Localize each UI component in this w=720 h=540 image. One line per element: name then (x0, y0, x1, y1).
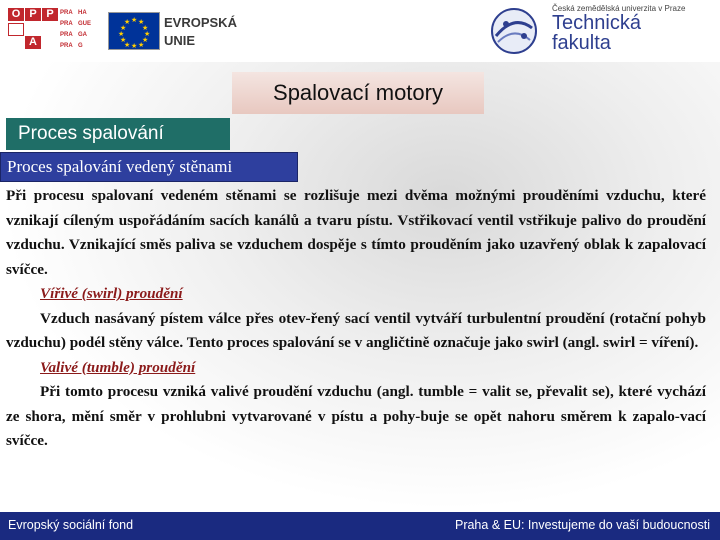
opp-letter: P (42, 8, 58, 21)
page-title: Spalovací motory (232, 72, 484, 114)
intro-paragraph: Při procesu spalovaní vedeném stěnami se rozlišuje mezi dvěma možnými prouděními vzduchu, které vznikají cíleným uspořádáním sacích kanálů a tvaru pístu. Vstřikovací ventil vstřikuje palivo do proudění vzduchu. Vznikající směs paliva se vzduchem dospěje s tímto prouděním jako uzavřený oblak k zapalovací svíčce. (6, 187, 706, 278)
swirl-paragraph: Vzduch nasávaný pístem válce přes otev-řený sací ventil vytváří turbulentní proudění (rotační pohyb vzduchu) podél stěny válce. Tento proces spalování se v angličtině označuje jako swirl (angl. swirl = víření). (6, 309, 706, 351)
praha-word: PRA (60, 21, 73, 27)
opp-spacer (8, 23, 24, 36)
praha-word: GA (78, 32, 87, 38)
praha-word: GUE (78, 21, 92, 27)
praha-word: PRA (60, 43, 73, 49)
praha-word: G (78, 43, 83, 49)
faculty-name-line: fakulta (552, 32, 611, 54)
eu-flag-icon: ★ ★ ★ ★ ★ ★ ★ ★ ★ ★ ★ ★ (108, 12, 160, 50)
opp-logo (8, 8, 58, 52)
content-body (6, 184, 706, 454)
tumble-heading: Valivé (tumble) proudění (40, 358, 196, 376)
technicka-fakulta-logo (486, 6, 542, 56)
opp-letter: P (25, 8, 41, 21)
university-name: Česká zemědělská univerzita v Praze (552, 4, 686, 13)
eu-text-line: EVROPSKÁ (164, 15, 237, 30)
faculty-text (552, 4, 685, 53)
praha-word: PRA (60, 10, 73, 16)
eu-text-line: UNIE (164, 33, 196, 48)
eu-text (164, 14, 237, 50)
section-title: Proces spalování (6, 118, 230, 150)
faculty-name-line: Technická (552, 12, 641, 34)
opp-letter: A (25, 36, 41, 49)
tumble-paragraph: Při tomto procesu vzniká valivé proudění vzduchu (angl. tumble = valit se, převalit se), které vychází ze shora, mění směr v prohlubni vytvarované v pístu a pohy-buje se opět nahoru směrem k zapalo-vací svíčce. (6, 383, 706, 449)
praha-word: HA (78, 10, 87, 16)
swirl-heading: Vířivé (swirl) proudění (40, 285, 183, 302)
opp-letter: O (8, 8, 24, 21)
subsection-title: Proces spalování vedený stěnami (0, 152, 298, 182)
footer-right: Praha & EU: Investujeme do vaší budoucnosti (454, 518, 710, 532)
praha-logo (58, 8, 98, 52)
footer-left: Evropský sociální fond (8, 518, 134, 532)
header-logos (0, 0, 720, 62)
praha-word: PRA (60, 32, 73, 38)
footer (0, 512, 720, 540)
